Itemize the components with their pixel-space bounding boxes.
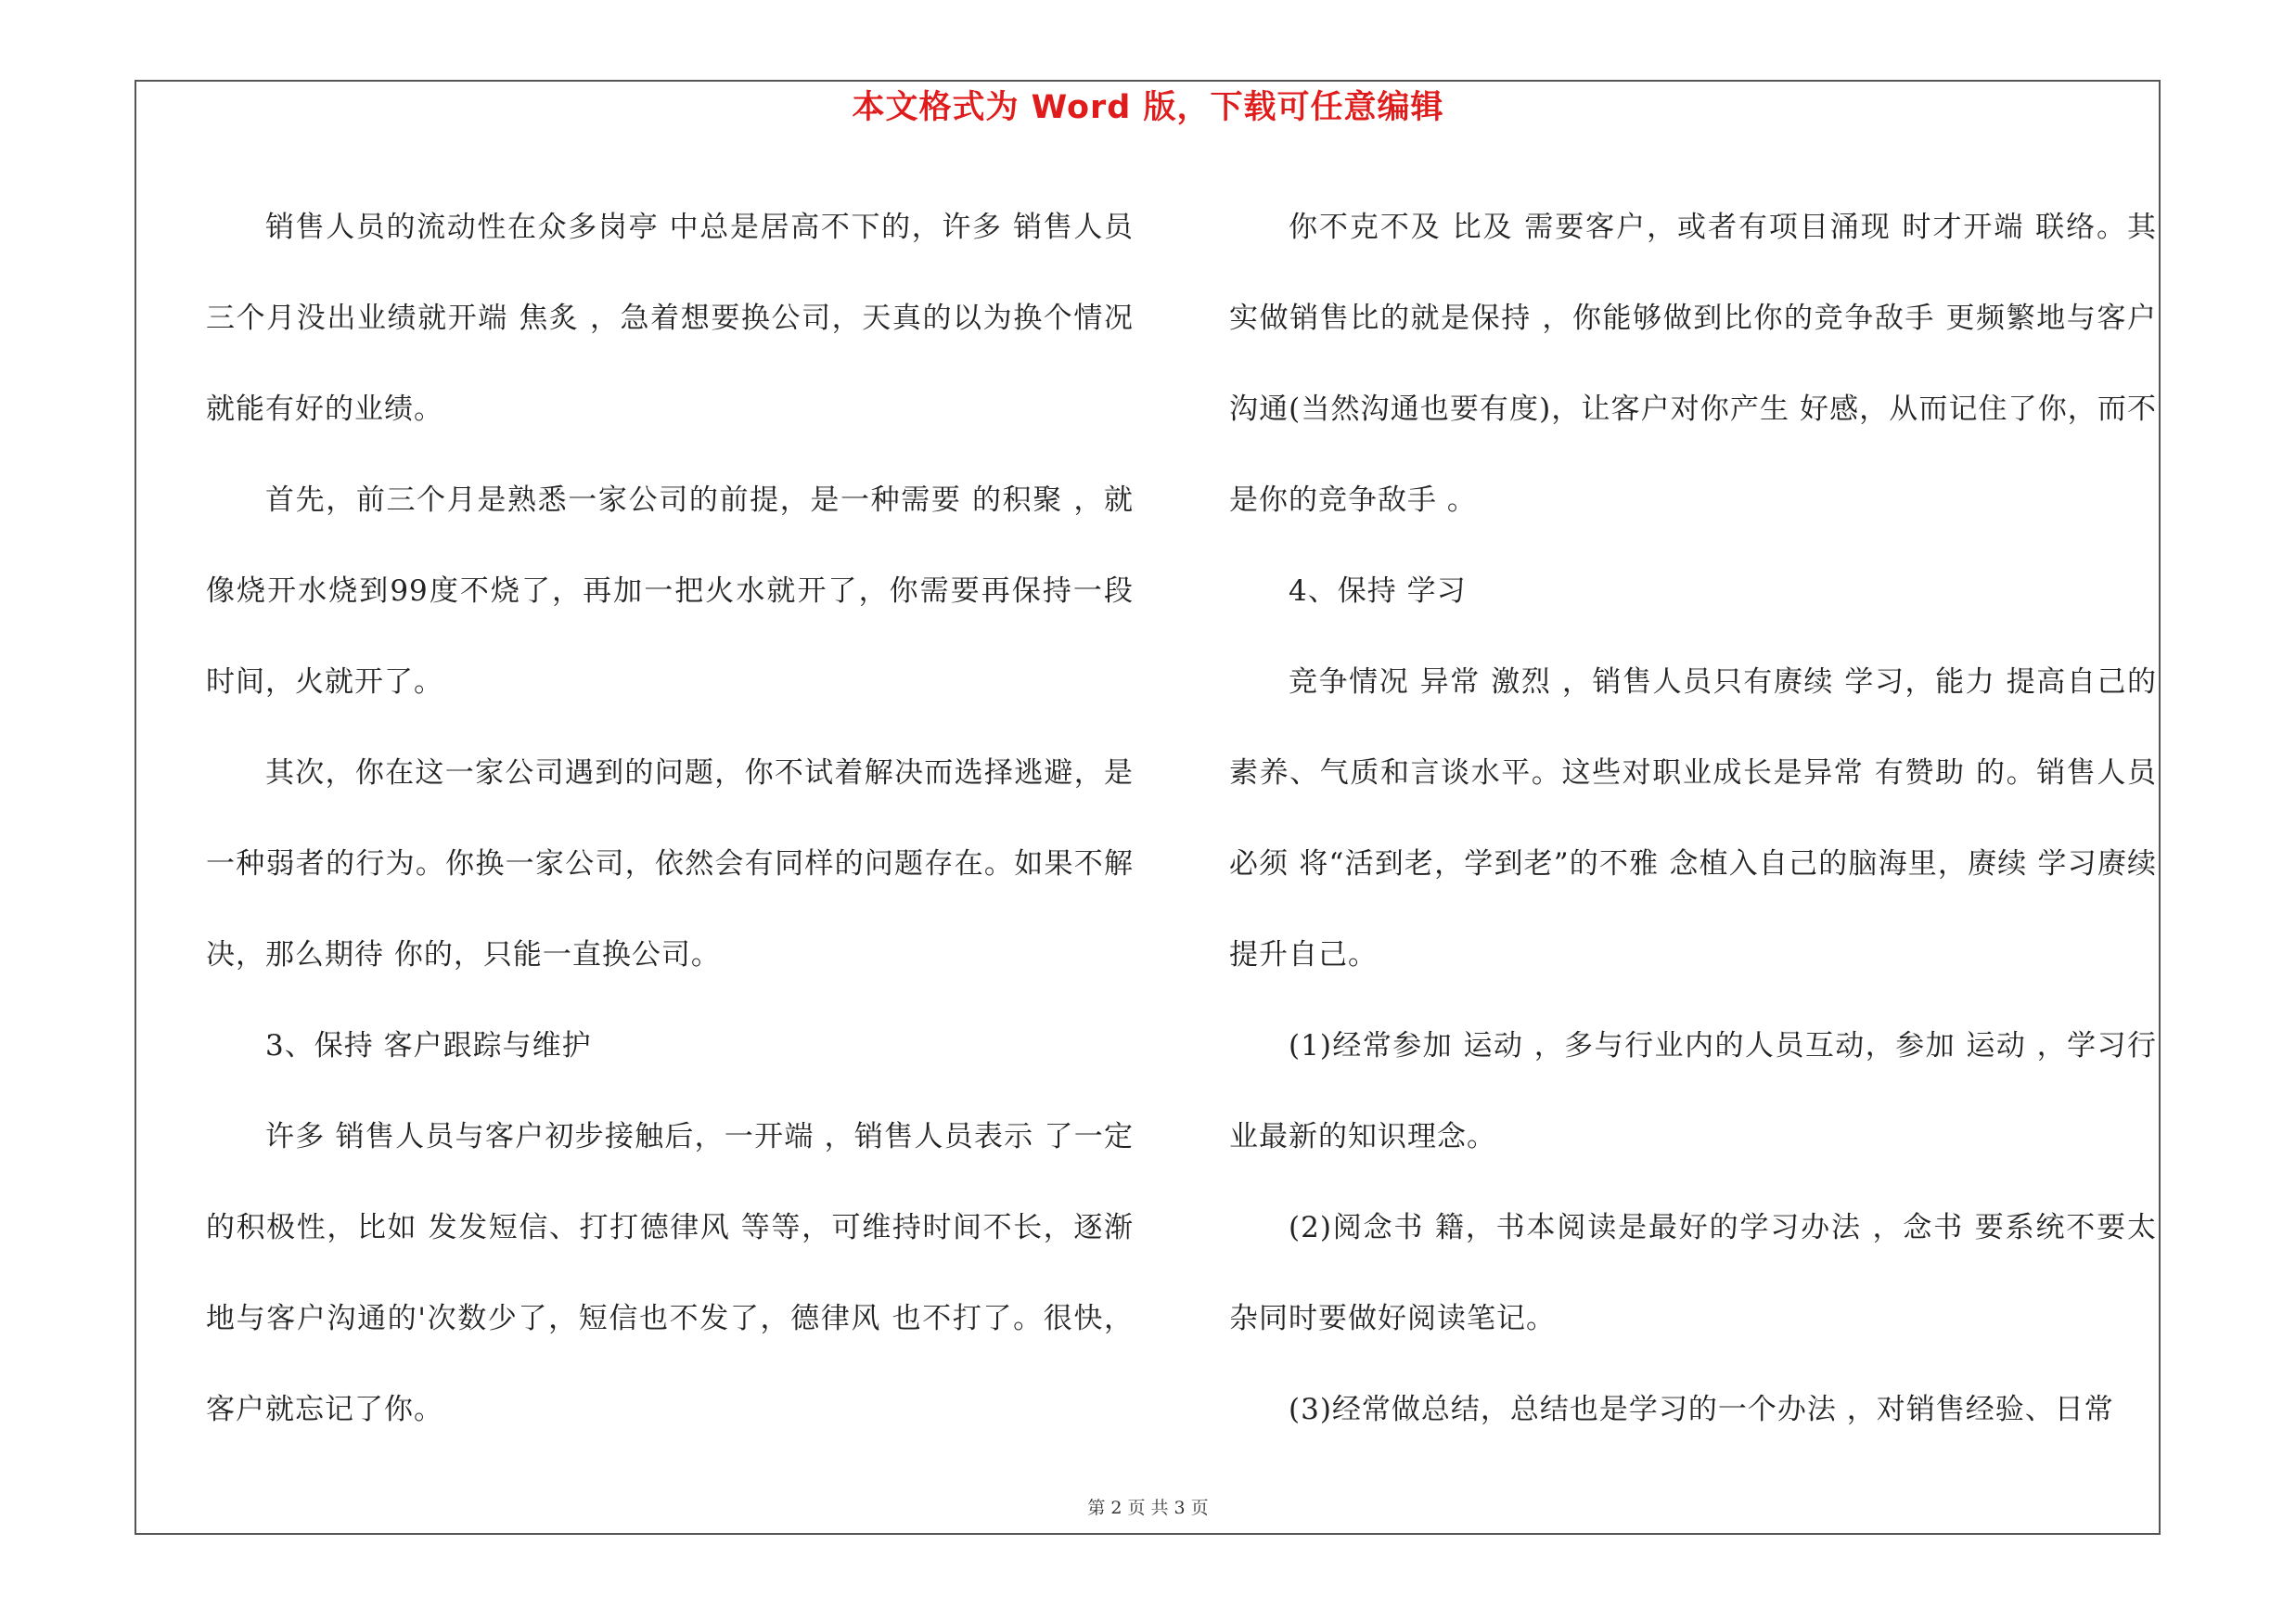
paragraph: 你不克不及 比及 需要客户，或者有项目涌现 时才开端 联络。其实做销售比的就是保持 ，你能够做到比你的竞争敌手 更频繁地与客户沟通(当然沟通也要有度)，让客户对你产生 好感，从而记住了你，而不是你的竞争敌手 。 — [1229, 211, 2157, 517]
paragraph: 首先，前三个月是熟悉一家公司的前提，是一种需要 的积聚 ，就像烧开水烧到99度不烧了，再加一把火水就开了，你需要再保持一段时间，火就开了。 — [206, 483, 1134, 699]
list-item: (1)经常参加 运动 ，多与行业内的人员互动，参加 运动 ，学习行业最新的知识理念。 — [1229, 1029, 2157, 1153]
paragraph: 销售人员的流动性在众多岗亭 中总是居高不下的，许多 销售人员三个月没出业绩就开端 焦炙 ，急着想要换公司，天真的以为换个情况 就能有好的业绩。 — [206, 211, 1134, 426]
section-heading: 3、保持 客户跟踪与维护 — [265, 1029, 592, 1063]
right-column — [1229, 182, 2157, 1455]
paragraph: 竞争情况 异常 激烈 ，销售人员只有赓续 学习，能力 提高自己的素养、气质和言谈水平。这些对职业成长是异常 有赞助 的。销售人员必须 将“活到老，学到老”的不雅 念植入自己的脑海里，赓续 学习赓续 提升自己。 — [1229, 665, 2157, 972]
list-item: (2)阅念书 籍，书本阅读是最好的学习办法 ，念书 要系统不要太杂同时要做好阅读笔记。 — [1229, 1211, 2157, 1335]
left-column — [206, 182, 1134, 1455]
page-number: 第 2 页 共 3 页 — [1087, 1498, 1209, 1518]
header-banner: 本文格式为 Word 版，下载可任意编辑 — [852, 89, 1444, 126]
list-item: (3)经常做总结，总结也是学习的一个办法 ，对销售经验、日常 — [1289, 1393, 2114, 1426]
paragraph: 许多 销售人员与客户初步接触后，一开端 ，销售人员表示 了一定的积极性，比如 发发短信、打打德律风 等等，可维持时间不长，逐渐 地与客户沟通的'次数少了，短信也不发了，德律风 也不打了。很快，客户就忘记了你。 — [206, 1120, 1134, 1426]
paragraph: 其次，你在这一家公司遇到的问题，你不试着解决而选择逃避，是一种弱者的行为。你换一家公司，依然会有同样的问题存在。如果不解决，那么期待 你的，只能一直换公司。 — [206, 756, 1134, 972]
section-heading: 4、保持 学习 — [1289, 574, 1467, 608]
